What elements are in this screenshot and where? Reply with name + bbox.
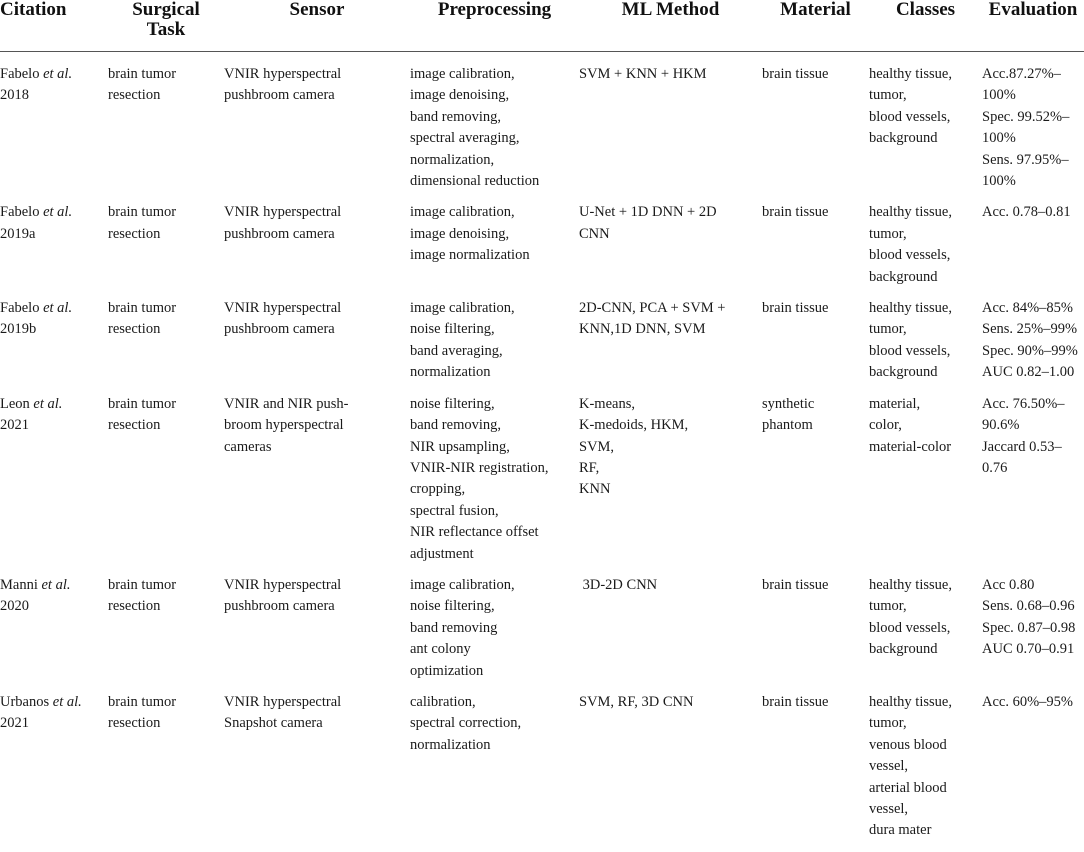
sensor-line: pushbroom camera — [224, 225, 335, 242]
preprocessing-line: band removing, — [410, 417, 502, 434]
cell-material — [762, 52, 869, 203]
cell-citation — [0, 692, 108, 852]
cell-preprocessing — [410, 575, 579, 692]
header-sensor — [224, 0, 410, 52]
evaluation-line: Spec. 90%–99% — [982, 342, 1078, 359]
cell-ml-method — [579, 202, 762, 298]
cell-citation — [0, 202, 108, 298]
header-material-line: Material — [780, 0, 851, 20]
citation-year: 2021 — [0, 417, 29, 434]
citation-author: Fabelo — [0, 204, 40, 221]
table-row — [0, 52, 1084, 203]
ml-method-line: K-means, — [579, 395, 635, 412]
evaluation-line: Spec. 99.52%– — [982, 108, 1070, 125]
evaluation-line: Jaccard 0.53– — [982, 438, 1062, 455]
cell-citation — [0, 394, 108, 575]
classes-line: tumor, — [869, 225, 907, 242]
cell-classes — [869, 52, 982, 203]
ml-method-line: KNN,1D DNN, SVM — [579, 321, 706, 338]
cell-citation — [0, 575, 108, 692]
citation-author: Fabelo — [0, 300, 40, 317]
material-line: synthetic — [762, 395, 815, 412]
cell-preprocessing — [410, 52, 579, 203]
classes-line: tumor, — [869, 87, 907, 104]
evaluation-line: Acc. 0.78–0.81 — [982, 204, 1071, 221]
classes-line: tumor, — [869, 715, 907, 732]
classes-line: dura mater — [869, 822, 932, 839]
citation-year: 2020 — [0, 598, 29, 615]
cell-surgical-task — [108, 202, 224, 298]
header-material — [762, 0, 869, 52]
preprocessing-line: image calibration, — [410, 204, 515, 221]
preprocessing-line: VNIR-NIR registration, — [410, 459, 549, 476]
classes-line: background — [869, 268, 938, 285]
classes-line: blood vessels, — [869, 247, 951, 264]
cell-ml-method — [579, 394, 762, 575]
classes-line: healthy tissue, — [869, 300, 952, 317]
classes-line: healthy tissue, — [869, 576, 952, 593]
header-surgical-task — [108, 0, 224, 52]
cell-ml-method — [579, 298, 762, 394]
preprocessing-line: normalization, — [410, 151, 495, 168]
classes-line: tumor, — [869, 598, 907, 615]
classes-line: healthy tissue, — [869, 66, 952, 82]
sensor-line: broom hyperspectral — [224, 417, 344, 434]
citation-line — [0, 394, 106, 415]
cell-sensor — [224, 202, 410, 298]
evaluation-line: AUC 0.82–1.00 — [982, 364, 1075, 381]
citation-etal: et al. — [52, 693, 82, 710]
evaluation-line: Acc.87.27%– — [982, 66, 1061, 82]
sensor-line: pushbroom camera — [224, 598, 335, 615]
classes-line: healthy tissue, — [869, 693, 952, 710]
surgical-task-line: brain tumor — [108, 66, 177, 82]
evaluation-line: Acc. 60%–95% — [982, 693, 1074, 710]
ml-method-line: 2D-CNN, PCA + SVM + — [579, 300, 726, 317]
evaluation-line: Sens. 25%–99% — [982, 321, 1078, 338]
citation-year: 2019a — [0, 225, 36, 242]
preprocessing-line: image calibration, — [410, 576, 515, 593]
material-line: brain tissue — [762, 66, 829, 82]
sensor-line: pushbroom camera — [224, 321, 335, 338]
cell-classes — [869, 202, 982, 298]
preprocessing-line: band removing, — [410, 108, 502, 125]
surgical-task-line: resection — [108, 87, 161, 104]
cell-surgical-task — [108, 298, 224, 394]
citation-year: 2021 — [0, 715, 29, 732]
preprocessing-line: optimization — [410, 662, 484, 679]
cell-evaluation — [982, 52, 1084, 203]
cell-ml-method — [579, 575, 762, 692]
header-preprocessing — [410, 0, 579, 52]
citation-etal: et al. — [33, 395, 63, 412]
evaluation-line: Acc. 84%–85% — [982, 300, 1074, 317]
cell-surgical-task — [108, 692, 224, 852]
citation-line — [0, 692, 106, 713]
cell-classes — [869, 298, 982, 394]
preprocessing-line: spectral fusion, — [410, 502, 499, 519]
classes-line: background — [869, 364, 938, 381]
table-row — [0, 692, 1084, 852]
preprocessing-line: adjustment — [410, 545, 474, 562]
surgical-task-line: resection — [108, 598, 161, 615]
citation-etal: et al. — [43, 66, 73, 82]
surgical-task-line: brain tumor — [108, 576, 177, 593]
citation-year: 2018 — [0, 87, 29, 104]
citation-author: Leon — [0, 395, 30, 412]
cell-ml-method — [579, 692, 762, 852]
preprocessing-line: noise filtering, — [410, 598, 495, 615]
cell-classes — [869, 692, 982, 852]
evaluation-line: Spec. 0.87–0.98 — [982, 619, 1076, 636]
header-citation — [0, 0, 108, 52]
cell-citation — [0, 52, 108, 203]
cell-surgical-task — [108, 394, 224, 575]
sensor-line: VNIR and NIR push- — [224, 395, 349, 412]
classes-line: blood vessels, — [869, 619, 951, 636]
preprocessing-line: band averaging, — [410, 342, 503, 359]
cell-preprocessing — [410, 394, 579, 575]
cell-preprocessing — [410, 202, 579, 298]
cell-surgical-task — [108, 575, 224, 692]
preprocessing-line: ant colony — [410, 641, 471, 658]
header-sensor-line: Sensor — [289, 0, 345, 20]
preprocessing-line: calibration, — [410, 693, 476, 710]
citation-line — [0, 298, 106, 319]
preprocessing-line: image denoising, — [410, 225, 510, 242]
sensor-line: VNIR hyperspectral — [224, 693, 342, 710]
header-row — [0, 0, 1084, 52]
citation-etal: et al. — [43, 204, 73, 221]
table-row — [0, 394, 1084, 575]
citation-author: Manni — [0, 576, 38, 593]
cell-classes — [869, 575, 982, 692]
cell-ml-method — [579, 52, 762, 203]
cell-material — [762, 394, 869, 575]
classes-line: healthy tissue, — [869, 204, 952, 221]
evaluation-line: Acc. 76.50%– — [982, 395, 1065, 412]
ml-method-line: CNN — [579, 225, 610, 242]
citation-line — [0, 575, 106, 596]
surgical-task-line: resection — [108, 715, 161, 732]
sensor-line: VNIR hyperspectral — [224, 66, 342, 82]
ml-method-line: U-Net + 1D DNN + 2D — [579, 204, 717, 221]
header-surgical-task-line: Surgical — [132, 0, 200, 20]
material-line: brain tissue — [762, 204, 829, 221]
preprocessing-line: cropping, — [410, 481, 466, 498]
cell-evaluation — [982, 394, 1084, 575]
surgical-task-line: brain tumor — [108, 395, 177, 412]
classes-line: background — [869, 130, 938, 147]
sensor-line: VNIR hyperspectral — [224, 204, 342, 221]
cell-sensor — [224, 298, 410, 394]
sensor-line: Snapshot camera — [224, 715, 323, 732]
cell-evaluation — [982, 575, 1084, 692]
cell-material — [762, 202, 869, 298]
cell-material — [762, 692, 869, 852]
citation-line — [0, 202, 106, 223]
citation-etal: et al. — [41, 576, 71, 593]
evaluation-line: 100% — [982, 173, 1016, 190]
classes-line: background — [869, 641, 938, 658]
header-ml-method — [579, 0, 762, 52]
classes-line: venous blood — [869, 736, 947, 753]
header-evaluation-line: Evaluation — [988, 0, 1078, 20]
ml-method-line: KNN — [579, 481, 611, 498]
preprocessing-line: band removing — [410, 619, 498, 636]
classes-line: blood vessels, — [869, 342, 951, 359]
ml-method-line: SVM, — [579, 438, 615, 455]
ml-method-line: K-medoids, HKM, — [579, 417, 689, 434]
evaluation-line: 100% — [982, 87, 1016, 104]
cell-evaluation — [982, 202, 1084, 298]
table-row — [0, 298, 1084, 394]
citation-year: 2019b — [0, 321, 37, 338]
preprocessing-line: normalization — [410, 364, 491, 381]
ml-method-line: SVM, RF, 3D CNN — [579, 693, 694, 710]
preprocessing-line: dimensional reduction — [410, 173, 540, 190]
classes-line: color, — [869, 417, 902, 434]
cell-sensor — [224, 692, 410, 852]
material-line: phantom — [762, 417, 813, 434]
surgical-task-line: brain tumor — [108, 204, 177, 221]
ml-method-line: SVM + KNN + HKM — [579, 66, 707, 82]
surgical-task-line: resection — [108, 321, 161, 338]
surgical-task-line: resection — [108, 225, 161, 242]
classes-line: vessel, — [869, 758, 909, 775]
preprocessing-line: normalization — [410, 736, 491, 753]
surgical-task-line: brain tumor — [108, 300, 177, 317]
ml-method-line: 3D-2D CNN — [579, 576, 658, 593]
preprocessing-line: spectral averaging, — [410, 130, 520, 147]
classes-line: material-color — [869, 438, 952, 455]
classes-line: tumor, — [869, 321, 907, 338]
sensor-line: VNIR hyperspectral — [224, 576, 342, 593]
preprocessing-line: noise filtering, — [410, 395, 495, 412]
preprocessing-line: image denoising, — [410, 87, 510, 104]
header-preprocessing-line: Preprocessing — [437, 0, 552, 20]
citation-author: Urbanos — [0, 693, 50, 710]
preprocessing-line: NIR reflectance offset — [410, 524, 539, 541]
evaluation-line: AUC 0.70–0.91 — [982, 641, 1075, 658]
evaluation-line: Sens. 97.95%– — [982, 151, 1069, 168]
citation-author: Fabelo — [0, 66, 40, 82]
citation-etal: et al. — [43, 300, 73, 317]
preprocessing-line: image calibration, — [410, 300, 515, 317]
surgical-task-line: resection — [108, 417, 161, 434]
material-line: brain tissue — [762, 576, 829, 593]
surgical-task-line: brain tumor — [108, 693, 177, 710]
ml-method-line: RF, — [579, 459, 600, 476]
cell-material — [762, 575, 869, 692]
cell-sensor — [224, 575, 410, 692]
header-surgical-task-line: Task — [146, 19, 186, 40]
material-line: brain tissue — [762, 300, 829, 317]
classes-line: arterial blood — [869, 779, 947, 796]
evaluation-line: 90.6% — [982, 417, 1020, 434]
header-classes-line: Classes — [895, 0, 956, 20]
cell-citation — [0, 298, 108, 394]
preprocessing-line: spectral correction, — [410, 715, 522, 732]
table-row — [0, 575, 1084, 692]
classes-line: material, — [869, 395, 921, 412]
cell-sensor — [224, 394, 410, 575]
header-classes — [869, 0, 982, 52]
evaluation-line: 0.76 — [982, 459, 1008, 476]
cell-classes — [869, 394, 982, 575]
evaluation-line: Acc 0.80 — [982, 576, 1035, 593]
header-citation-line: Citation — [0, 0, 67, 20]
cell-evaluation — [982, 692, 1084, 852]
citation-line — [0, 64, 106, 85]
cell-sensor — [224, 52, 410, 203]
cell-evaluation — [982, 298, 1084, 394]
preprocessing-line: noise filtering, — [410, 321, 495, 338]
cell-material — [762, 298, 869, 394]
cell-preprocessing — [410, 298, 579, 394]
header-ml-method-line: ML Method — [621, 0, 720, 20]
table-row — [0, 202, 1084, 298]
preprocessing-line: image calibration, — [410, 66, 515, 82]
sensor-line: cameras — [224, 438, 272, 455]
cell-preprocessing — [410, 692, 579, 852]
material-line: brain tissue — [762, 693, 829, 710]
sensor-line: VNIR hyperspectral — [224, 300, 342, 317]
header-evaluation — [982, 0, 1084, 52]
classes-line: blood vessels, — [869, 108, 951, 125]
evaluation-line: Sens. 0.68–0.96 — [982, 598, 1075, 615]
sensor-line: pushbroom camera — [224, 87, 335, 104]
preprocessing-line: NIR upsampling, — [410, 438, 510, 455]
table-body — [0, 52, 1084, 852]
preprocessing-line: image normalization — [410, 247, 530, 264]
cell-surgical-task — [108, 52, 224, 203]
classes-line: vessel, — [869, 801, 909, 817]
evaluation-line: 100% — [982, 130, 1016, 147]
